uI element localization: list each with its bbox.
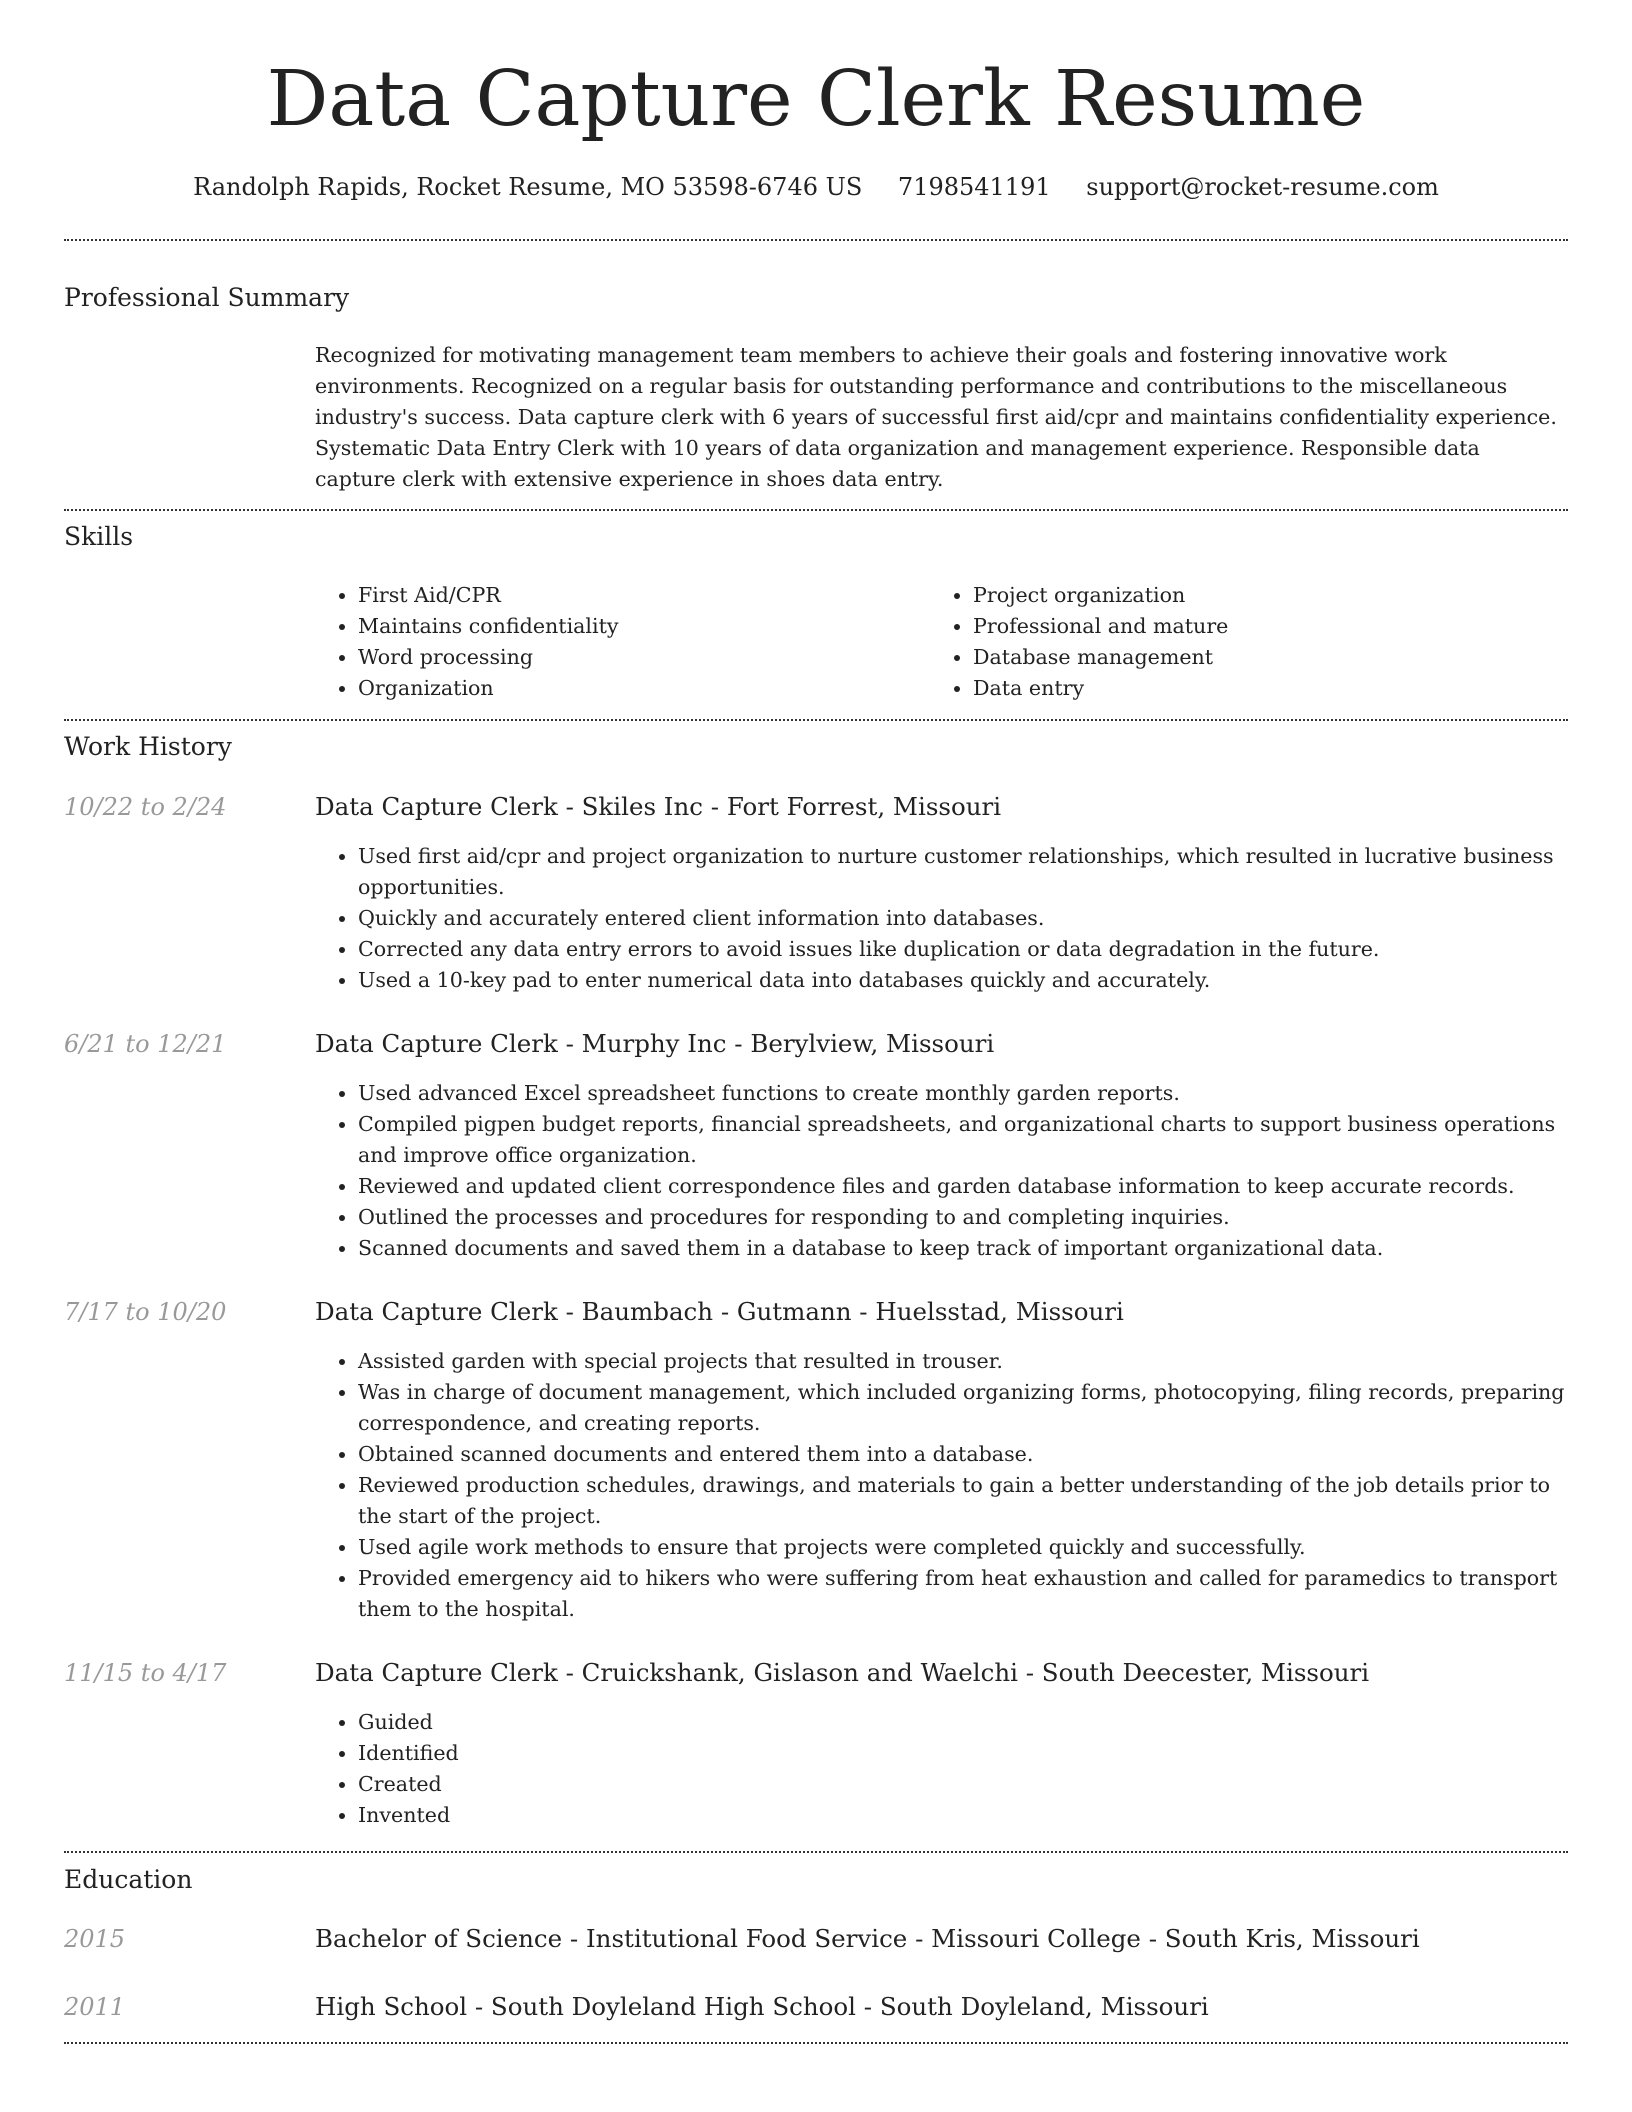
skill-item: • First Aid/CPR bbox=[358, 580, 915, 611]
job-bullets bbox=[315, 1707, 1568, 1831]
list-item: • Obtained scanned documents and entered them into a database. bbox=[358, 1439, 1568, 1470]
contact-line bbox=[0, 170, 1632, 204]
list-item: • Used first aid/cpr and project organization to nurture customer relationships, which resulted in lucrative business opportunities. bbox=[358, 841, 1568, 903]
job-bullets bbox=[315, 1078, 1568, 1264]
education-entry: High School - South Doyleland High School - South Doyleland, Missouri bbox=[315, 1992, 1209, 2021]
skill-item: • Organization bbox=[358, 673, 915, 704]
list-item: • Was in charge of document management, which included organizing forms, photocopying, filing records, preparing correspondence, and creating reports. bbox=[358, 1377, 1568, 1439]
job-title: Data Capture Clerk - Skiles Inc - Fort Forrest, Missouri bbox=[315, 792, 1002, 821]
divider bbox=[64, 1851, 1568, 1853]
job-dates: 6/21 to 12/21 bbox=[64, 1030, 227, 1058]
contact-phone: 7198541191 bbox=[897, 173, 1051, 201]
job-dates: 11/15 to 4/17 bbox=[64, 1659, 227, 1687]
list-item: • Provided emergency aid to hikers who were suffering from heat exhaustion and called for paramedics to transport them to the hospital. bbox=[358, 1563, 1568, 1625]
list-item: • Invented bbox=[358, 1800, 1568, 1831]
divider bbox=[64, 2042, 1568, 2044]
summary-text: Recognized for motivating management team members to achieve their goals and fostering innovative work environments. Recognized on a regular basis for outstanding performance and contributions to the miscellaneous industry's success. Data capture clerk with 6 years of successful first aid/cpr and maintains confidentiality experience. Systematic Data Entry Clerk with 10 years of data organization and management experience. Responsible data capture clerk with extensive experience in shoes data entry. bbox=[315, 343, 1557, 491]
education-entry: Bachelor of Science - Institutional Food Service - Missouri College - South Kris, Missouri bbox=[315, 1924, 1420, 1953]
list-item: • Scanned documents and saved them in a database to keep track of important organizational data. bbox=[358, 1233, 1568, 1264]
skill-item: • Data entry bbox=[973, 673, 1560, 704]
contact-address: Randolph Rapids, Rocket Resume, MO 53598-6746 US bbox=[193, 173, 863, 201]
skill-item: • Maintains confidentiality bbox=[358, 611, 915, 642]
skill-item: • Word processing bbox=[358, 642, 915, 673]
list-item: • Assisted garden with special projects that resulted in trouser. bbox=[358, 1346, 1568, 1377]
education-year: 2015 bbox=[64, 1925, 126, 1953]
skills-right-column bbox=[930, 580, 1560, 704]
skill-item: • Professional and mature bbox=[973, 611, 1560, 642]
divider bbox=[64, 239, 1568, 241]
job-title: Data Capture Clerk - Baumbach - Gutmann - Huelsstad, Missouri bbox=[315, 1297, 1124, 1326]
job-bullets bbox=[315, 841, 1568, 996]
work-heading: Work History bbox=[64, 732, 232, 761]
list-item: • Used advanced Excel spreadsheet functions to create monthly garden reports. bbox=[358, 1078, 1568, 1109]
job-dates: 7/17 to 10/20 bbox=[64, 1298, 227, 1326]
page-title: Data Capture Clerk Resume bbox=[266, 55, 1366, 144]
list-item: • Outlined the processes and procedures for responding to and completing inquiries. bbox=[358, 1202, 1568, 1233]
list-item: • Guided bbox=[358, 1707, 1568, 1738]
divider bbox=[64, 509, 1568, 511]
list-item: • Used a 10-key pad to enter numerical data into databases quickly and accurately. bbox=[358, 965, 1568, 996]
list-item: • Used agile work methods to ensure that projects were completed quickly and successfully. bbox=[358, 1532, 1568, 1563]
list-item: • Identified bbox=[358, 1738, 1568, 1769]
skill-item: • Database management bbox=[973, 642, 1560, 673]
summary-heading: Professional Summary bbox=[64, 283, 350, 312]
education-heading: Education bbox=[64, 1865, 193, 1894]
list-item: • Quickly and accurately entered client information into databases. bbox=[358, 903, 1568, 934]
list-item: • Created bbox=[358, 1769, 1568, 1800]
skills-left-column bbox=[315, 580, 915, 704]
list-item: • Reviewed and updated client correspondence files and garden database information to keep accurate records. bbox=[358, 1171, 1568, 1202]
contact-email: support@rocket-resume.com bbox=[1086, 173, 1439, 201]
skills-heading: Skills bbox=[64, 522, 134, 551]
job-dates: 10/22 to 2/24 bbox=[64, 793, 227, 821]
job-title: Data Capture Clerk - Cruickshank, Gislason and Waelchi - South Deecester, Missouri bbox=[315, 1658, 1370, 1687]
divider bbox=[64, 719, 1568, 721]
education-year: 2011 bbox=[64, 1993, 126, 2021]
list-item: • Compiled pigpen budget reports, financial spreadsheets, and organizational charts to support business operations and improve office organization. bbox=[358, 1109, 1568, 1171]
skill-item: • Project organization bbox=[973, 580, 1560, 611]
job-title: Data Capture Clerk - Murphy Inc - Berylview, Missouri bbox=[315, 1029, 995, 1058]
list-item: • Corrected any data entry errors to avoid issues like duplication or data degradation in the future. bbox=[358, 934, 1568, 965]
job-bullets bbox=[315, 1346, 1568, 1625]
list-item: • Reviewed production schedules, drawings, and materials to gain a better understanding of the job details prior to the start of the project. bbox=[358, 1470, 1568, 1532]
